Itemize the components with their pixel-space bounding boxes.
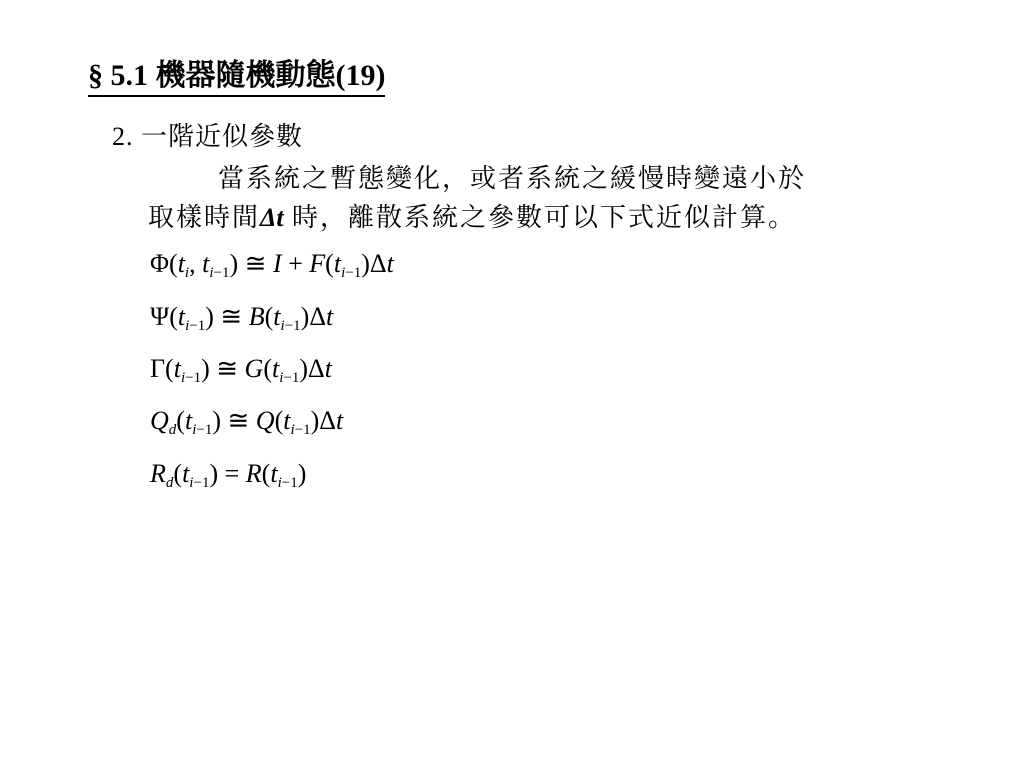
slide-title: § 5.1 機器隨機動態(19) xyxy=(88,50,385,97)
equation-phi: $\Phi(t_i$, $t_{i-1}$) ≅ $I + F(t_{i-1})\Delta t$ xyxy=(150,249,394,281)
paragraph-line-2-pre: 取樣時間 xyxy=(148,203,261,232)
equation-qd: $Q_d(t_{i-1})$ ≅ $Q(t_{i-1})\Delta t$ xyxy=(150,406,344,438)
paragraph-line-2-post: 時，離散系統之參數可以下式近似計算。 xyxy=(283,203,797,232)
paragraph-line-2 xyxy=(148,197,796,234)
equation-rd: $R_d(t_{i-1}) = R(t_{i-1})$ xyxy=(150,459,307,491)
paragraph-line-1: 當系統之暫態變化，或者系統之緩慢時變遠小於 xyxy=(218,164,807,193)
equation-psi: $\Psi(t_{i-1})$ ≅ $B(t_{i-1})\Delta t$ xyxy=(150,302,334,334)
equation-gamma: $\Gamma(t_{i-1})$ ≅ $G(t_{i-1})\Delta t$ xyxy=(150,354,333,386)
item-heading-line xyxy=(112,116,303,153)
item-heading: 一階近似參數 xyxy=(141,122,304,151)
item-number: 2. xyxy=(112,122,134,151)
delta-t-symbol: Δt xyxy=(260,203,284,232)
